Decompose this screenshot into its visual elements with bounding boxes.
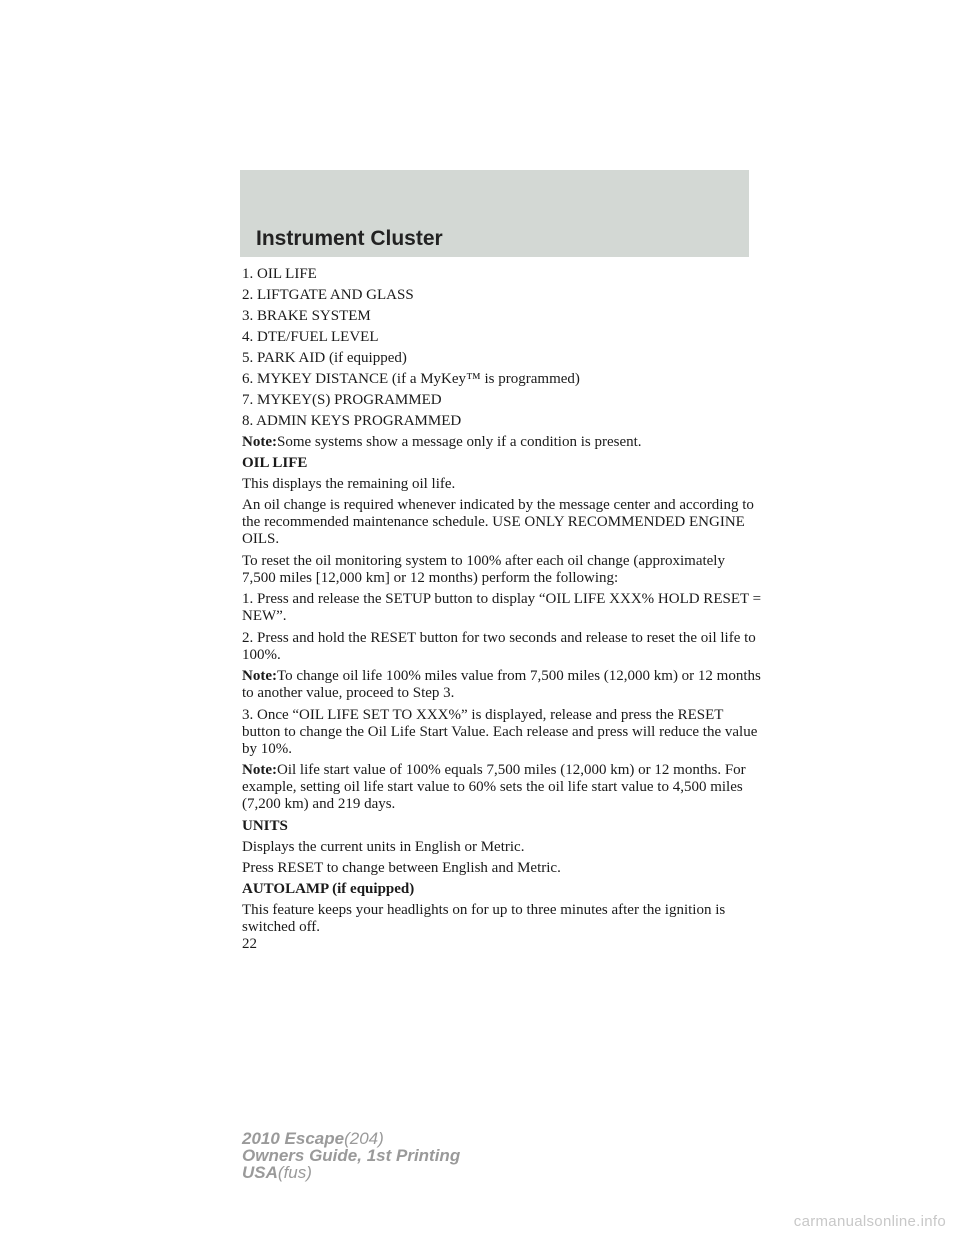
- page-content: [242, 266, 762, 953]
- print-footer: [242, 1130, 460, 1181]
- autolamp-heading: AUTOLAMP (if equipped): [242, 880, 415, 897]
- paragraph: Displays the current units in English or Metric.: [242, 838, 525, 855]
- list-item: 2. LIFTGATE AND GLASS: [242, 287, 414, 303]
- note-text: Some systems show a message only if a condition is present.: [276, 434, 642, 450]
- footer-line: Owners Guide, 1st Printing: [242, 1146, 461, 1165]
- list-item: 8. ADMIN KEYS PROGRAMMED: [242, 413, 462, 429]
- note-label: Note:: [242, 434, 277, 450]
- page-number: 22: [242, 935, 257, 952]
- menu-list: [242, 266, 762, 430]
- paragraph: An oil change is required whenever indicated by the message center and according to the recommended maintenance schedule. USE ONLY RECOMMENDED ENGINE OILS.: [242, 497, 754, 547]
- paragraph: This feature keeps your headlights on for up to three minutes after the ignition is switched off.: [242, 901, 726, 935]
- oil-life-heading: OIL LIFE: [242, 455, 308, 471]
- note-paragraph: [242, 668, 762, 702]
- section-header-band: [240, 170, 749, 257]
- step-1: 1. Press and release the SETUP button to display “OIL LIFE XXX% HOLD RESET = NEW”.: [242, 591, 762, 624]
- footer-line: 2010 Escape(204): [242, 1129, 384, 1148]
- list-item: 7. MYKEY(S) PROGRAMMED: [242, 392, 442, 408]
- note-label: Note:: [242, 668, 277, 684]
- note-paragraph: [242, 434, 762, 451]
- note-paragraph: [242, 762, 762, 813]
- section-title: Instrument Cluster: [256, 227, 443, 250]
- paragraph: To reset the oil monitoring system to 100% after each oil change (approximately 7,500 miles [12,000 km] or 12 months) perform the following:: [242, 552, 725, 586]
- step-3: 3. Once “OIL LIFE SET TO XXX%” is displayed, release and press the RESET button to change the Oil Life Start Value. Each release and press will reduce the value by 10%.: [242, 706, 758, 757]
- list-item: 4. DTE/FUEL LEVEL: [242, 329, 379, 345]
- paragraph: This displays the remaining oil life.: [242, 476, 456, 492]
- paragraph: Press RESET to change between English and Metric.: [242, 859, 561, 876]
- note-label: Note:: [242, 762, 277, 778]
- step-2: 2. Press and hold the RESET button for two seconds and release to reset the oil life to 100%.: [242, 629, 756, 663]
- list-item: 6. MYKEY DISTANCE (if a MyKey™ is programmed): [242, 371, 580, 387]
- footer-line: USA(fus): [242, 1163, 312, 1182]
- list-item: 5. PARK AID (if equipped): [242, 350, 407, 366]
- units-heading: UNITS: [242, 817, 288, 834]
- list-item: 1. OIL LIFE: [242, 266, 317, 282]
- note-text: To change oil life 100% miles value from 7,500 miles (12,000 km) or 12 months to another value, proceed to Step 3.: [242, 668, 761, 701]
- watermark: carmanualsonline.info: [793, 1213, 946, 1230]
- list-item: 3. BRAKE SYSTEM: [242, 308, 371, 324]
- note-text: Oil life start value of 100% equals 7,500 miles (12,000 km) or 12 months. For example, setting oil life start value to 60% sets the oil life start value to 4,500 miles (7,200 km) and 219 days.: [242, 762, 746, 812]
